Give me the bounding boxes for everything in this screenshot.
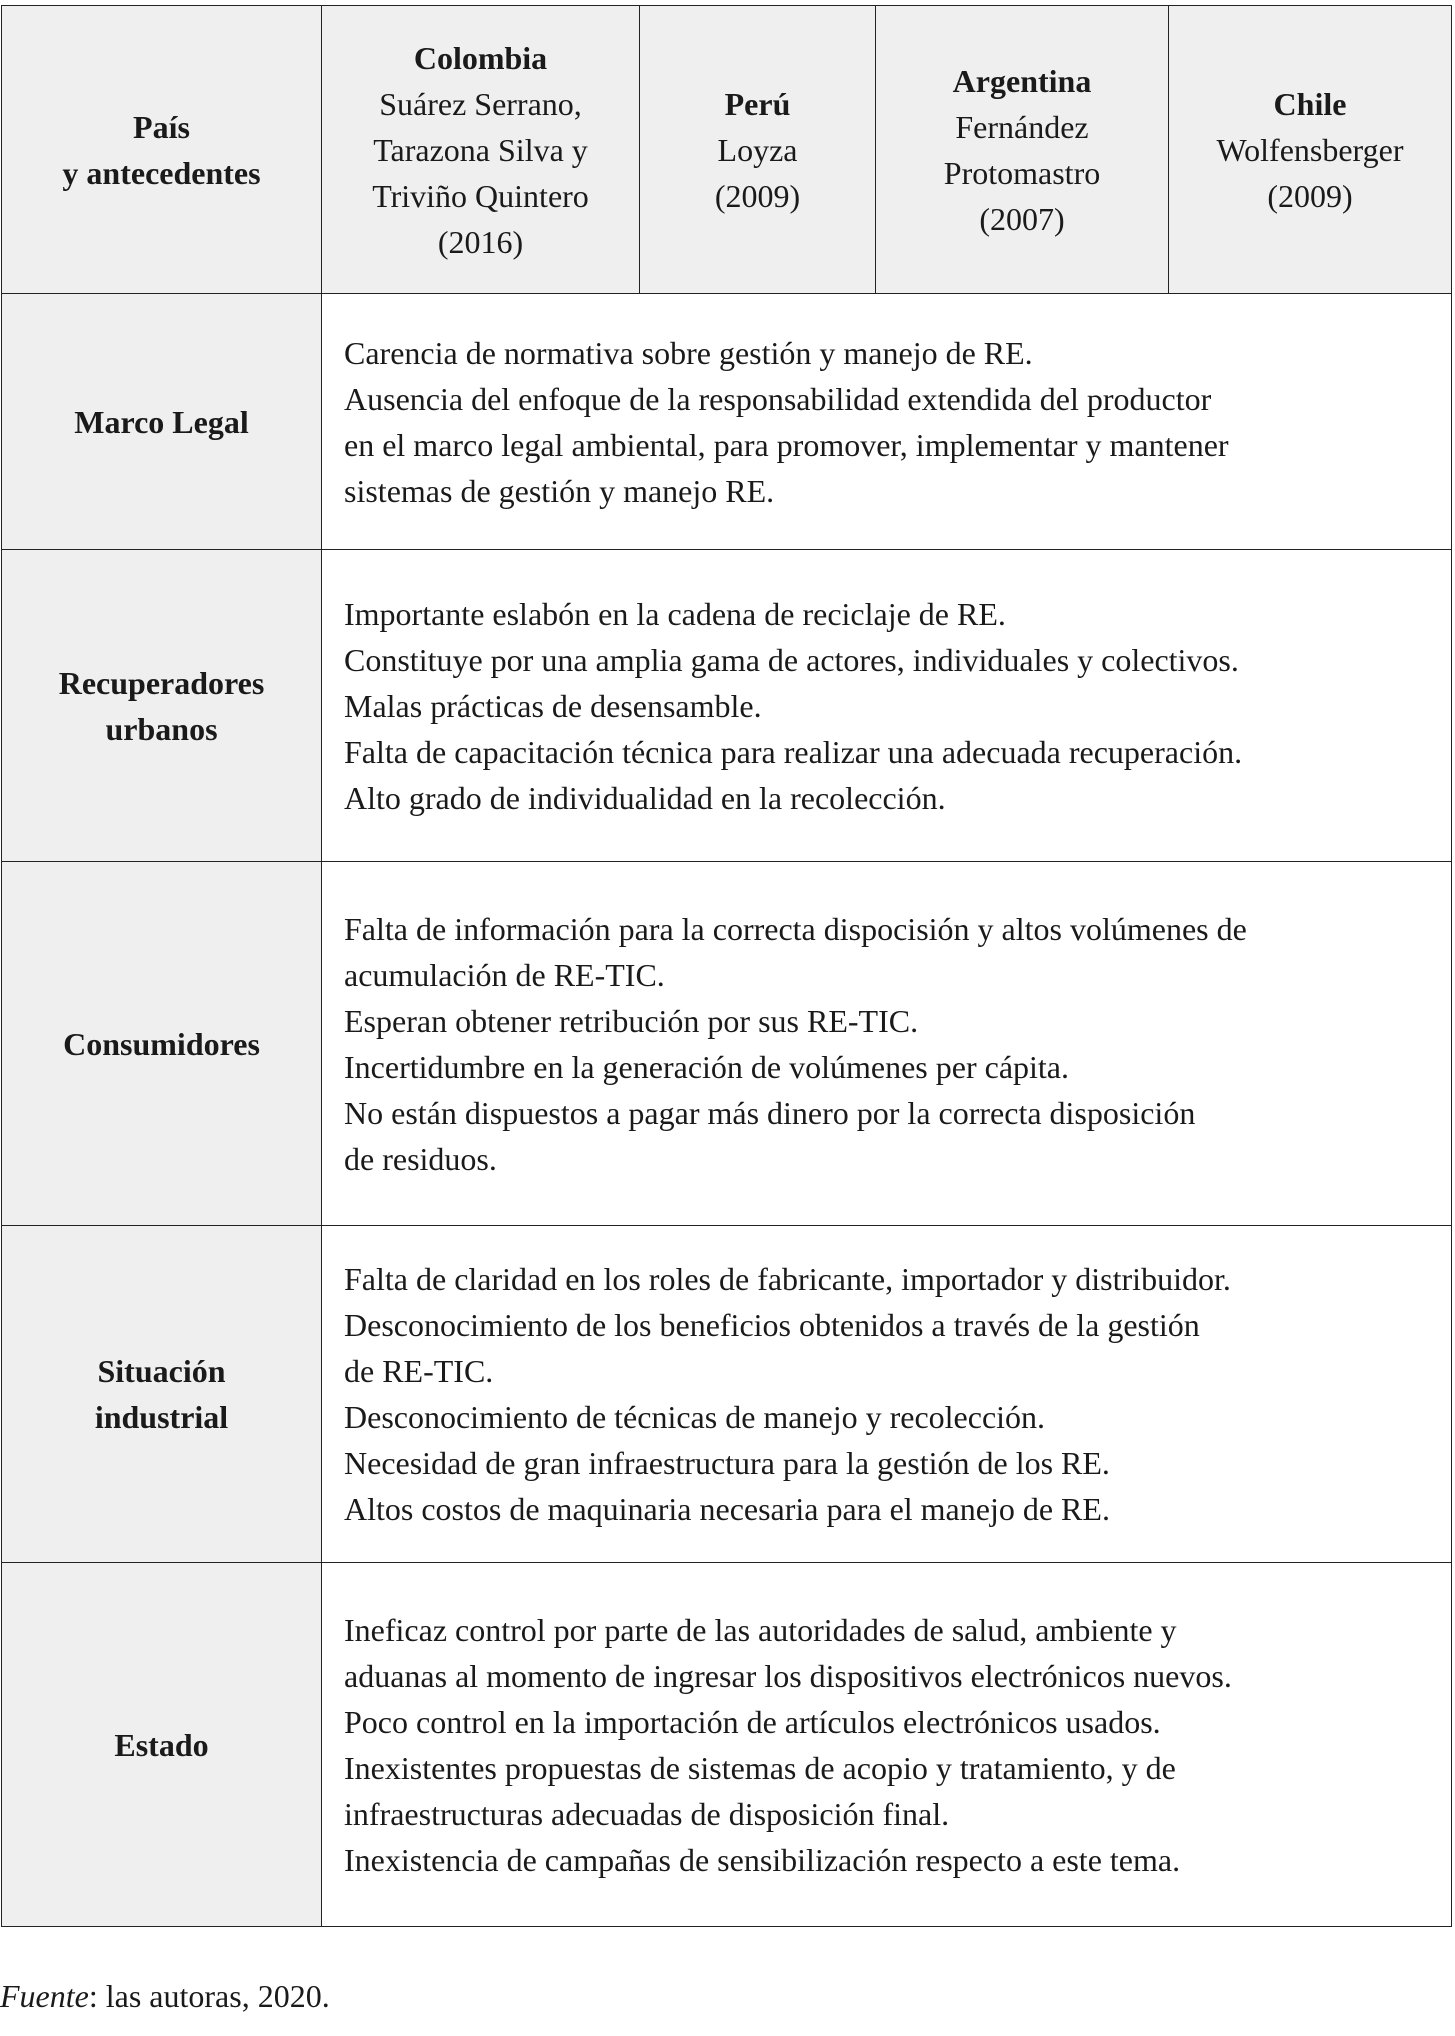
table-row <box>2 862 1452 1226</box>
content-line: Incertidumbre en la generación de volúmenes per cápita. <box>344 1048 1069 1085</box>
content-line: Inexistentes propuestas de sistemas de acopio y tratamiento, y de <box>344 1749 1176 1786</box>
header-row <box>2 6 1452 294</box>
row-content <box>322 1226 1452 1563</box>
header-chile: Chile Wolfensberger (2009) <box>1169 6 1452 294</box>
table-row <box>2 294 1452 550</box>
content-line: Falta de claridad en los roles de fabricante, importador y distribuidor. <box>344 1261 1231 1297</box>
row-label <box>2 550 322 862</box>
content-line: Desconocimiento de técnicas de manejo y recolección. <box>344 1399 1046 1435</box>
content-line: de RE-TIC. <box>344 1353 494 1389</box>
content-line: Importante eslabón en la cadena de reciclaje de RE. <box>344 595 1006 632</box>
content-line: aduanas al momento de ingresar los dispositivos electrónicos nuevos. <box>344 1657 1232 1694</box>
table-row <box>2 1226 1452 1563</box>
content-line: Falta de capacitación técnica para realizar una adecuada recuperación. <box>344 733 1243 770</box>
table-row <box>2 1563 1452 1927</box>
row-content <box>322 862 1452 1226</box>
source-note: Fuente: las autoras, 2020. <box>0 1978 330 2014</box>
header-peru: Perú Loyza (2009) <box>640 6 876 294</box>
content-line: Falta de información para la correcta dispocisión y altos volúmenes de <box>344 910 1247 947</box>
row-label-line: Consumidores <box>63 1025 260 1062</box>
content-line: Ineficaz control por parte de las autoridades de salud, ambiente y <box>344 1611 1177 1648</box>
row-label-line: Recuperadores <box>58 664 265 701</box>
content-line: de residuos. <box>344 1140 497 1177</box>
content-line: Constituye por una amplia gama de actores, individuales y colectivos. <box>344 641 1239 678</box>
row-content <box>322 294 1452 550</box>
content-line: Altos costos de maquinaria necesaria para el manejo de RE. <box>344 1491 1110 1527</box>
header-country-antecedents: País y antecedentes <box>2 6 322 294</box>
content-line: Esperan obtener retribución por sus RE-TIC. <box>344 1002 919 1039</box>
row-label <box>2 294 322 550</box>
content-line: Alto grado de individualidad en la recolección. <box>344 779 946 816</box>
content-line: infraestructuras adecuadas de disposición final. <box>344 1795 950 1832</box>
content-line: No están dispuestos a pagar más dinero por la correcta disposición <box>344 1094 1196 1131</box>
row-content <box>322 1563 1452 1927</box>
content-line: Poco control en la importación de artículos electrónicos usados. <box>344 1703 1161 1740</box>
row-label-line: industrial <box>94 1399 229 1435</box>
row-label-line: Marco Legal <box>74 403 249 440</box>
row-label-line: urbanos <box>105 710 218 747</box>
content-line: Carencia de normativa sobre gestión y manejo de RE. <box>344 334 1033 371</box>
comparison-table <box>1 5 1452 1927</box>
content-line: Inexistencia de campañas de sensibilización respecto a este tema. <box>344 1841 1181 1878</box>
content-line: en el marco legal ambiental, para promover, implementar y mantener <box>344 426 1229 463</box>
content-line: sistemas de gestión y manejo RE. <box>344 472 775 509</box>
row-label <box>2 1563 322 1927</box>
content-line: acumulación de RE-TIC. <box>344 956 665 993</box>
row-label <box>2 1226 322 1563</box>
row-content <box>322 550 1452 862</box>
content-line: Necesidad de gran infraestructura para la gestión de los RE. <box>344 1445 1110 1481</box>
content-line: Malas prácticas de desensamble. <box>344 687 762 724</box>
table-row <box>2 550 1452 862</box>
row-label-line: Estado <box>114 1726 209 1763</box>
content-line: Ausencia del enfoque de la responsabilidad extendida del productor <box>344 380 1212 417</box>
content-line: Desconocimiento de los beneficios obtenidos a través de la gestión <box>344 1307 1200 1343</box>
header-argentina: Argentina Fernández Protomastro (2007) <box>876 6 1169 294</box>
row-label-line: Situación <box>97 1353 226 1389</box>
header-colombia: Colombia Suárez Serrano, Tarazona Silva y Triviño Quintero (2016) <box>322 6 640 294</box>
row-label <box>2 862 322 1226</box>
